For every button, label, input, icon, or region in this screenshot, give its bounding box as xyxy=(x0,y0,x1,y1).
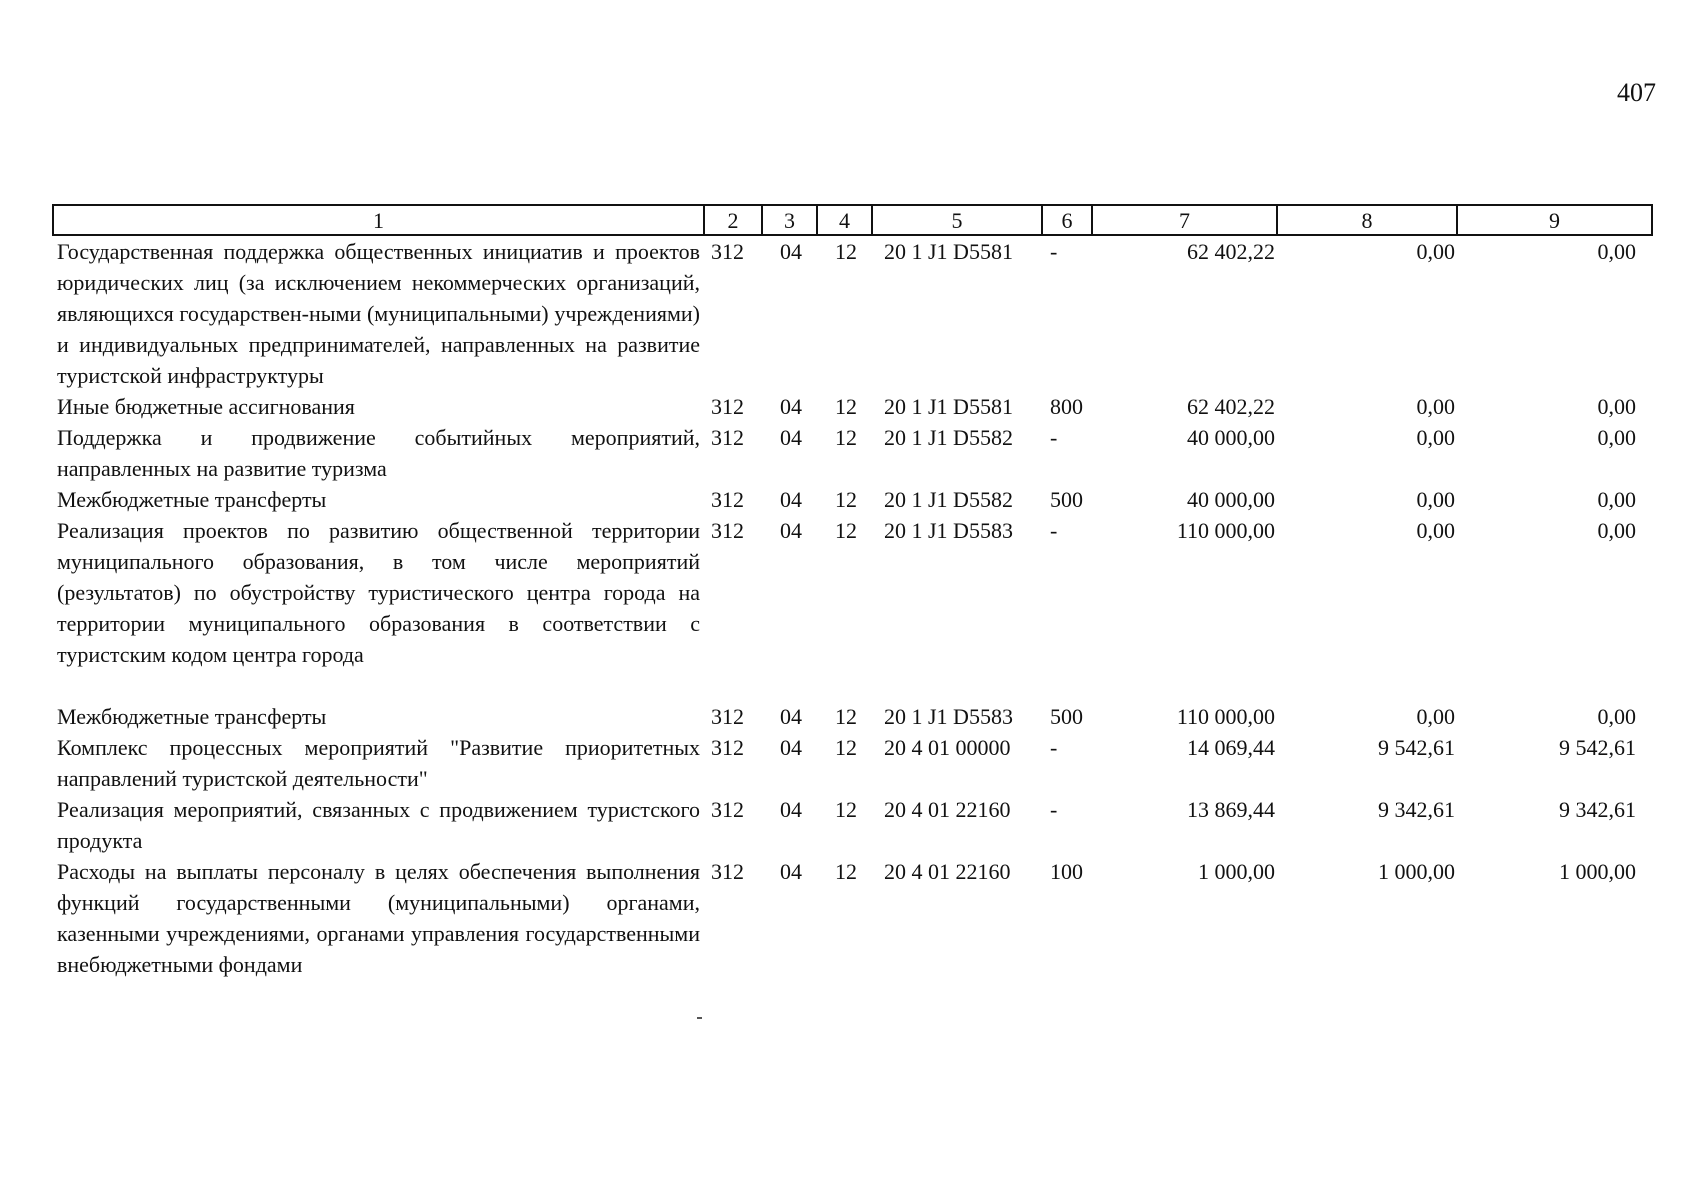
row-name: Реализация мероприятий, связанных с продвижением туристского продукта xyxy=(57,797,700,853)
row-grbs: 312 xyxy=(711,518,744,543)
row-vr: 800 xyxy=(1050,394,1083,419)
row-rz: 04 xyxy=(780,704,802,729)
row-name: Иные бюджетные ассигнования xyxy=(57,394,355,419)
column-header: 3 xyxy=(762,205,817,235)
row-sum-3: 0,00 xyxy=(1597,394,1636,419)
row-sum-2: 0,00 xyxy=(1416,487,1455,512)
row-csr: 20 1 J1 D5582 xyxy=(884,487,1013,512)
row-vr: - xyxy=(1050,239,1058,264)
row-grbs: 312 xyxy=(711,394,744,419)
row-vr: 100 xyxy=(1050,859,1083,884)
row-pr: 12 xyxy=(835,859,857,884)
row-csr: 20 1 J1 D5581 xyxy=(884,394,1013,419)
row-grbs: 312 xyxy=(711,704,744,729)
row-name: Расходы на выплаты персоналу в целях обеспечения выполнения функций государственными (муниципальными) органами, казенными учреждениями, органами управления государственными внебюджетными фондами xyxy=(57,859,700,977)
row-name: Государственная поддержка общественных инициатив и проектов юридических лиц (за исключением некоммерческих организаций, являющихся государствен-ными (муниципальными) учреждениями) и индивидуальных предпринимателей, направленных на развитие туристской инфраструктуры xyxy=(57,239,700,388)
row-vr: 500 xyxy=(1050,704,1083,729)
row-rz: 04 xyxy=(780,518,802,543)
row-pr: 12 xyxy=(835,487,857,512)
row-sum-2: 0,00 xyxy=(1416,704,1455,729)
row-sum-2: 0,00 xyxy=(1416,394,1455,419)
row-sum-2: 9 542,61 xyxy=(1378,735,1455,760)
row-sum-1: 62 402,22 xyxy=(1187,239,1275,264)
scan-speck xyxy=(697,1017,702,1019)
row-sum-2: 0,00 xyxy=(1416,518,1455,543)
row-pr: 12 xyxy=(835,735,857,760)
row-rz: 04 xyxy=(780,859,802,884)
row-name: Межбюджетные трансферты xyxy=(57,704,327,729)
row-grbs: 312 xyxy=(711,735,744,760)
row-sum-1: 110 000,00 xyxy=(1176,518,1275,543)
row-csr: 20 1 J1 D5582 xyxy=(884,425,1013,450)
table-row xyxy=(53,515,1652,701)
table-row xyxy=(53,732,1652,794)
row-grbs: 312 xyxy=(711,797,744,822)
row-sum-3: 0,00 xyxy=(1597,704,1636,729)
row-rz: 04 xyxy=(780,735,802,760)
row-vr: - xyxy=(1050,425,1058,450)
row-sum-3: 0,00 xyxy=(1597,239,1636,264)
row-grbs: 312 xyxy=(711,487,744,512)
column-header: 2 xyxy=(704,205,762,235)
table-row xyxy=(53,422,1652,484)
table-row xyxy=(53,856,1652,980)
table-row xyxy=(53,794,1652,856)
row-sum-2: 1 000,00 xyxy=(1378,859,1455,884)
row-rz: 04 xyxy=(780,394,802,419)
row-sum-1: 62 402,22 xyxy=(1187,394,1275,419)
row-sum-1: 14 069,44 xyxy=(1187,735,1275,760)
row-vr: 500 xyxy=(1050,487,1083,512)
row-vr: - xyxy=(1050,797,1058,822)
row-sum-2: 0,00 xyxy=(1416,239,1455,264)
row-pr: 12 xyxy=(835,797,857,822)
row-name: Комплекс процессных мероприятий "Развитие приоритетных направлений туристской деятельности" xyxy=(57,735,700,791)
row-grbs: 312 xyxy=(711,425,744,450)
column-header: 9 xyxy=(1457,205,1652,235)
row-grbs: 312 xyxy=(711,859,744,884)
column-number-header-row xyxy=(53,205,1652,235)
budget-table xyxy=(52,204,1653,980)
row-pr: 12 xyxy=(835,425,857,450)
row-sum-3: 0,00 xyxy=(1597,487,1636,512)
page-number: 407 xyxy=(1617,78,1656,107)
row-vr: - xyxy=(1050,518,1058,543)
column-header: 8 xyxy=(1277,205,1457,235)
column-header: 7 xyxy=(1092,205,1277,235)
column-header: 6 xyxy=(1042,205,1092,235)
row-pr: 12 xyxy=(835,704,857,729)
row-sum-3: 9 542,61 xyxy=(1559,735,1636,760)
column-header: 5 xyxy=(872,205,1042,235)
row-name: Реализация проектов по развитию общественной территории муниципального образования, в том числе мероприятий (результатов) по обустройству туристического центра города на территории муниципального образования в соответствии с туристским кодом центра города xyxy=(57,518,700,667)
row-rz: 04 xyxy=(780,239,802,264)
row-sum-2: 0,00 xyxy=(1416,425,1455,450)
row-rz: 04 xyxy=(780,797,802,822)
table-row xyxy=(53,235,1652,391)
row-csr: 20 1 J1 D5583 xyxy=(884,704,1013,729)
row-sum-1: 110 000,00 xyxy=(1176,704,1275,729)
row-rz: 04 xyxy=(780,487,802,512)
row-sum-3: 9 342,61 xyxy=(1559,797,1636,822)
row-vr: - xyxy=(1050,735,1058,760)
row-sum-1: 13 869,44 xyxy=(1187,797,1275,822)
row-rz: 04 xyxy=(780,425,802,450)
table-row xyxy=(53,701,1652,732)
row-sum-3: 1 000,00 xyxy=(1559,859,1636,884)
row-pr: 12 xyxy=(835,394,857,419)
row-sum-1: 1 000,00 xyxy=(1198,859,1275,884)
column-header: 1 xyxy=(53,205,704,235)
column-header: 4 xyxy=(817,205,872,235)
row-sum-2: 9 342,61 xyxy=(1378,797,1455,822)
row-csr: 20 1 J1 D5581 xyxy=(884,239,1013,264)
row-csr: 20 4 01 00000 xyxy=(884,735,1011,760)
table-row xyxy=(53,391,1652,422)
table-row xyxy=(53,484,1652,515)
row-sum-3: 0,00 xyxy=(1597,425,1636,450)
row-name: Межбюджетные трансферты xyxy=(57,487,327,512)
row-pr: 12 xyxy=(835,518,857,543)
row-name: Поддержка и продвижение событийных мероприятий, направленных на развитие туризма xyxy=(57,425,700,481)
row-sum-1: 40 000,00 xyxy=(1187,425,1275,450)
row-sum-1: 40 000,00 xyxy=(1187,487,1275,512)
row-csr: 20 1 J1 D5583 xyxy=(884,518,1013,543)
row-pr: 12 xyxy=(835,239,857,264)
row-sum-3: 0,00 xyxy=(1597,518,1636,543)
row-grbs: 312 xyxy=(711,239,744,264)
row-csr: 20 4 01 22160 xyxy=(884,859,1011,884)
row-csr: 20 4 01 22160 xyxy=(884,797,1011,822)
